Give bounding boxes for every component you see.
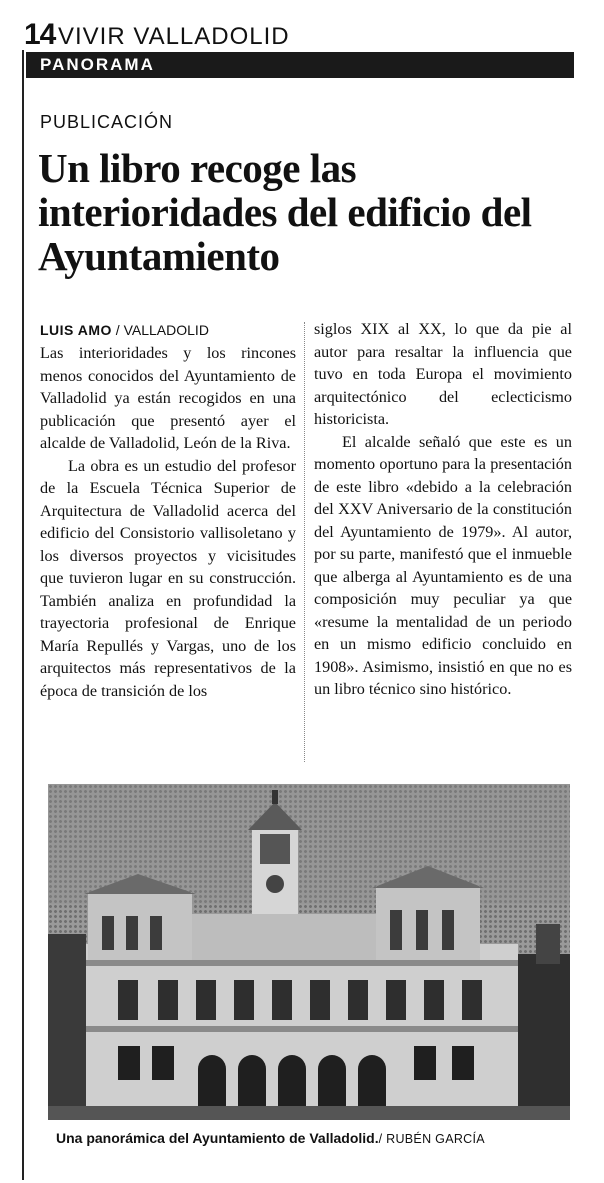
photo-credit: / RUBÉN GARCÍA [378,1132,485,1146]
byline [40,322,209,338]
page-number: 14 [24,18,56,51]
paragraph: Las interioridades y los rincones menos conocidos del Ayuntamiento de Valladolid ya están recogidos en una publicación que presentó ayer el alcalde de Valladolid, León de la Riva. [40,344,296,452]
left-rule [22,50,24,1180]
photo-caption [56,1130,485,1146]
section-name: VIVIR VALLADOLID [58,23,290,50]
paragraph: siglos XIX al XX, lo que da pie al autor para resaltar la influencia que tuvo en toda Europa el movimiento arquitectónico del eclecticismo historicista. [314,320,572,428]
masthead [22,18,582,50]
section-bar-label: PANORAMA [40,55,155,74]
caption-text: Una panorámica del Ayuntamiento de Valladolid. [56,1130,379,1146]
article-headline: Un libro recoge las interioridades del edificio del Ayuntamiento [38,145,532,279]
section-bar [26,52,574,78]
paragraph: La obra es un estudio del profesor de la Escuela Técnica Superior de Arquitectura de Valladolid acerca del edificio del Consistorio vallisoletano y los diversos proyectos y vicisitudes que tuvieron lugar en su construcción. También analiza en profundidad la trayectoria profesional de Enrique María Repullés y Vargas, uno de los arquitectos más representativos de la época de transición de los [40,456,296,700]
column-divider [304,322,305,762]
city-hall-illustration [48,784,570,1120]
article-kicker: PUBLICACIÓN [40,112,174,132]
byline-author: LUIS AMO [40,322,112,338]
article-column-right [314,318,572,701]
article-column-left [40,342,296,702]
city-hall-photo [48,784,570,1120]
byline-place: / VALLADOLID [111,322,209,338]
paragraph: El alcalde señaló que este es un momento oportuno para la presentación de este libro «debido a la celebración del XXV Aniversario de la constitución del Ayuntamiento de 1979». Al autor, por su parte, manifestó que el inmueble que alberga al Ayuntamiento es de una composición muy peculiar ya que «resume la mentalidad de un periodo en un mismo edificio concluido en 1908». Asimismo, insistió en que no es un libro técnico sino histórico. [314,432,572,698]
